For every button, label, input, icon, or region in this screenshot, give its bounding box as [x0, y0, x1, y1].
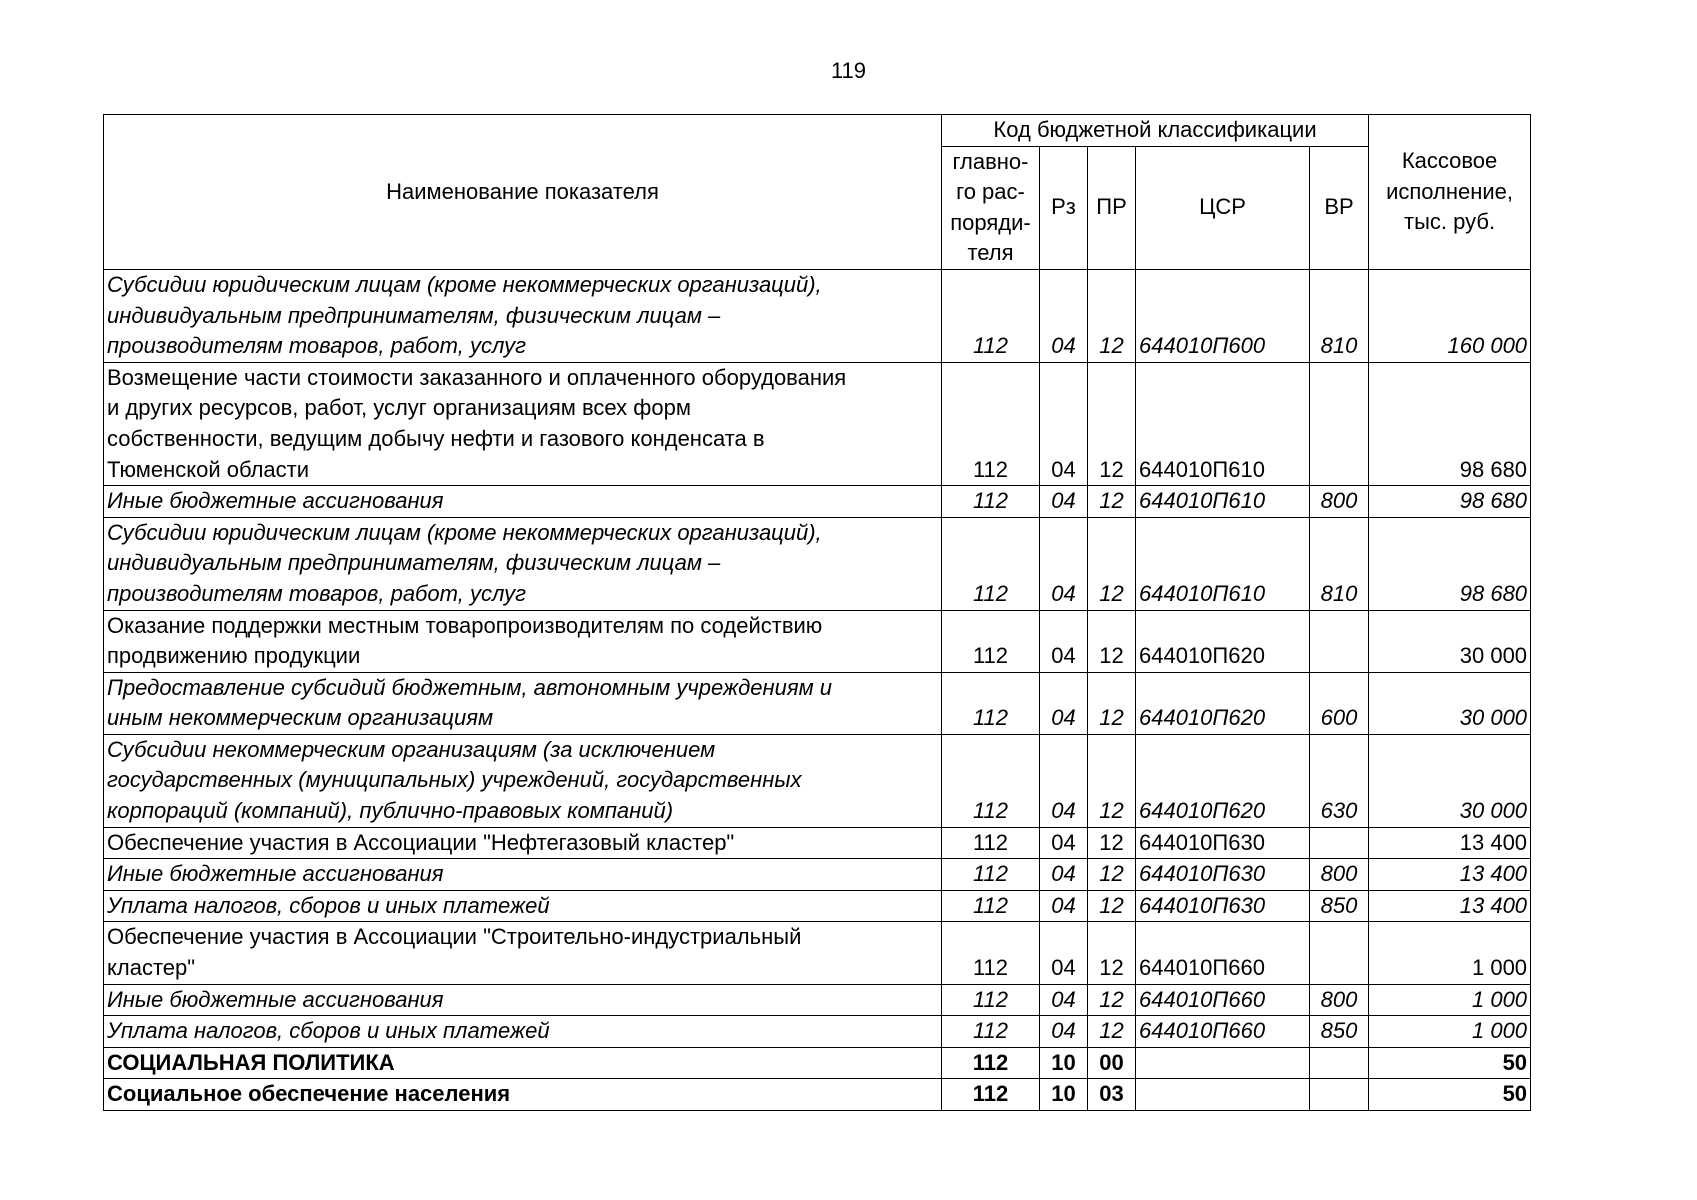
row-pr: 12 — [1088, 827, 1136, 859]
row-name — [104, 922, 942, 984]
row-csr: 644010П620 — [1136, 734, 1310, 827]
row-vr: 810 — [1310, 517, 1369, 610]
row-csr: 644010П620 — [1136, 672, 1310, 734]
row-rz: 04 — [1040, 517, 1088, 610]
row-name — [104, 827, 942, 859]
row-csr: 644010П610 — [1136, 362, 1310, 485]
row-rz: 04 — [1040, 1016, 1088, 1048]
row-pr: 03 — [1088, 1079, 1136, 1111]
header-rz: Рз — [1040, 146, 1088, 269]
row-manager: 112 — [942, 672, 1040, 734]
row-name — [104, 859, 942, 891]
row-pr: 12 — [1088, 362, 1136, 485]
row-name — [104, 269, 942, 362]
row-name — [104, 984, 942, 1016]
row-name-line: собственности, ведущим добычу нефти и газового конденсата в — [107, 425, 765, 451]
row-name — [104, 672, 942, 734]
row-csr — [1136, 1079, 1310, 1111]
row-name — [104, 610, 942, 672]
row-vr — [1310, 1047, 1369, 1079]
row-name-line: Иные бюджетные ассигнования — [107, 861, 444, 887]
row-name-line: индивидуальным предпринимателям, физическим лицам – — [107, 302, 721, 328]
row-rz: 04 — [1040, 672, 1088, 734]
row-name-line: кластер" — [107, 955, 196, 981]
row-vr — [1310, 1079, 1369, 1111]
row-name — [104, 734, 942, 827]
table-header — [104, 115, 1531, 270]
row-amount: 1 000 — [1369, 922, 1531, 984]
row-name — [104, 517, 942, 610]
header-pr: ПР — [1088, 146, 1136, 269]
row-name — [104, 1079, 942, 1111]
row-amount: 13 400 — [1369, 827, 1531, 859]
row-rz: 04 — [1040, 984, 1088, 1016]
table-row — [104, 890, 1531, 922]
table-body — [104, 269, 1531, 1110]
row-name-line: корпораций (компаний), публично-правовых компаний) — [107, 798, 674, 824]
row-pr: 12 — [1088, 486, 1136, 518]
row-name-line: Субсидии некоммерческим организациям (за исключением — [107, 736, 716, 762]
header-csr: ЦСР — [1136, 146, 1310, 269]
row-manager: 112 — [942, 1016, 1040, 1048]
row-amount: 50 — [1369, 1047, 1531, 1079]
row-manager: 112 — [942, 486, 1040, 518]
row-name-line: Субсидии юридическим лицам (кроме некоммерческих организаций), — [107, 519, 822, 545]
row-rz: 04 — [1040, 269, 1088, 362]
row-name-line: Уплата налогов, сборов и иных платежей — [107, 1018, 550, 1044]
row-csr: 644010П630 — [1136, 859, 1310, 891]
row-name — [104, 1016, 942, 1048]
table-row — [104, 734, 1531, 827]
row-manager: 112 — [942, 984, 1040, 1016]
row-amount: 98 680 — [1369, 517, 1531, 610]
row-amount: 98 680 — [1369, 362, 1531, 485]
header-execution — [1369, 115, 1531, 270]
row-csr: 644010П600 — [1136, 269, 1310, 362]
row-pr: 12 — [1088, 890, 1136, 922]
row-pr: 12 — [1088, 672, 1136, 734]
row-rz: 04 — [1040, 486, 1088, 518]
row-name-line: и других ресурсов, работ, услуг организациям всех форм — [107, 395, 691, 421]
row-manager: 112 — [942, 827, 1040, 859]
row-name-line: иным некоммерческим организациям — [107, 705, 494, 731]
row-vr — [1310, 610, 1369, 672]
table-row — [104, 486, 1531, 518]
row-name-line: Обеспечение участия в Ассоциации "Строительно-индустриальный — [107, 924, 802, 950]
row-pr: 12 — [1088, 984, 1136, 1016]
row-manager: 112 — [942, 890, 1040, 922]
row-csr: 644010П660 — [1136, 922, 1310, 984]
table-row — [104, 827, 1531, 859]
table-row — [104, 269, 1531, 362]
row-pr: 12 — [1088, 517, 1136, 610]
row-rz: 04 — [1040, 610, 1088, 672]
table-row — [104, 1047, 1531, 1079]
header-manager — [942, 146, 1040, 269]
row-name — [104, 890, 942, 922]
row-name — [104, 362, 942, 485]
row-rz: 10 — [1040, 1047, 1088, 1079]
row-csr: 644010П610 — [1136, 517, 1310, 610]
row-name-line: Тюменской области — [107, 456, 310, 482]
row-rz: 04 — [1040, 827, 1088, 859]
header-code-group: Код бюджетной классификации — [942, 115, 1369, 147]
row-rz: 04 — [1040, 362, 1088, 485]
row-name-line: Иные бюджетные ассигнования — [107, 986, 444, 1012]
row-pr: 12 — [1088, 269, 1136, 362]
row-csr: 644010П660 — [1136, 1016, 1310, 1048]
row-csr: 644010П630 — [1136, 827, 1310, 859]
row-name-line: индивидуальным предпринимателям, физическим лицам – — [107, 550, 721, 576]
row-amount: 50 — [1369, 1079, 1531, 1111]
table-row — [104, 362, 1531, 485]
row-name — [104, 1047, 942, 1079]
row-amount: 30 000 — [1369, 672, 1531, 734]
row-name-line: Социальное обеспечение населения — [107, 1081, 511, 1107]
row-manager: 112 — [942, 610, 1040, 672]
row-vr: 810 — [1310, 269, 1369, 362]
table-row — [104, 672, 1531, 734]
row-manager: 112 — [942, 362, 1040, 485]
row-name-line: продвижению продукции — [107, 643, 361, 669]
row-csr: 644010П660 — [1136, 984, 1310, 1016]
row-pr: 12 — [1088, 610, 1136, 672]
row-manager: 112 — [942, 922, 1040, 984]
header-manager-line: главно- — [952, 148, 1029, 174]
row-pr: 00 — [1088, 1047, 1136, 1079]
row-csr — [1136, 1047, 1310, 1079]
row-rz: 10 — [1040, 1079, 1088, 1111]
row-amount: 160 000 — [1369, 269, 1531, 362]
table-row — [104, 517, 1531, 610]
row-name-line: Возмещение части стоимости заказанного и оплаченного оборудования — [107, 364, 847, 390]
table-row — [104, 1079, 1531, 1111]
table-row — [104, 859, 1531, 891]
row-vr: 800 — [1310, 984, 1369, 1016]
row-vr: 630 — [1310, 734, 1369, 827]
row-amount: 1 000 — [1369, 1016, 1531, 1048]
row-name-line: Уплата налогов, сборов и иных платежей — [107, 892, 550, 918]
table-row — [104, 610, 1531, 672]
row-name-line: Обеспечение участия в Ассоциации "Нефтегазовый кластер" — [107, 829, 735, 855]
table-row — [104, 984, 1531, 1016]
row-csr: 644010П630 — [1136, 890, 1310, 922]
row-rz: 04 — [1040, 922, 1088, 984]
row-amount: 1 000 — [1369, 984, 1531, 1016]
row-name-line: государственных (муниципальных) учреждений, государственных — [107, 767, 802, 793]
table-row — [104, 1016, 1531, 1048]
row-pr: 12 — [1088, 1016, 1136, 1048]
header-manager-line: го рас- — [956, 179, 1025, 205]
row-rz: 04 — [1040, 734, 1088, 827]
row-manager: 112 — [942, 1047, 1040, 1079]
row-manager: 112 — [942, 517, 1040, 610]
header-vr: ВР — [1310, 146, 1369, 269]
header-execution-line: исполнение, — [1386, 178, 1514, 204]
row-vr — [1310, 362, 1369, 485]
row-name-line: производителям товаров, работ, услуг — [107, 333, 526, 359]
header-manager-line: поряди- — [950, 209, 1031, 235]
header-execution-line: тыс. руб. — [1404, 209, 1496, 235]
row-rz: 04 — [1040, 859, 1088, 891]
row-name-line: Оказание поддержки местным товаропроизводителям по содействию — [107, 612, 823, 638]
page-number: 119 — [830, 58, 867, 83]
row-name — [104, 486, 942, 518]
row-pr: 12 — [1088, 734, 1136, 827]
row-amount: 30 000 — [1369, 734, 1531, 827]
row-amount: 13 400 — [1369, 859, 1531, 891]
row-csr: 644010П620 — [1136, 610, 1310, 672]
budget-table — [103, 114, 1531, 1111]
row-name-line: СОЦИАЛЬНАЯ ПОЛИТИКА — [107, 1049, 395, 1075]
row-amount: 30 000 — [1369, 610, 1531, 672]
row-pr: 12 — [1088, 922, 1136, 984]
row-name-line: Субсидии юридическим лицам (кроме некоммерческих организаций), — [107, 271, 822, 297]
row-rz: 04 — [1040, 890, 1088, 922]
row-vr: 850 — [1310, 1016, 1369, 1048]
row-manager: 112 — [942, 859, 1040, 891]
row-manager: 112 — [942, 1079, 1040, 1111]
row-pr: 12 — [1088, 859, 1136, 891]
row-csr: 644010П610 — [1136, 486, 1310, 518]
header-name: Наименование показателя — [104, 115, 942, 270]
header-execution-line: Кассовое — [1401, 148, 1498, 174]
row-vr: 600 — [1310, 672, 1369, 734]
row-name-line: производителям товаров, работ, услуг — [107, 580, 526, 606]
row-vr — [1310, 922, 1369, 984]
row-manager: 112 — [942, 734, 1040, 827]
row-vr — [1310, 827, 1369, 859]
row-vr: 850 — [1310, 890, 1369, 922]
header-manager-line: теля — [967, 240, 1014, 266]
row-amount: 13 400 — [1369, 890, 1531, 922]
row-name-line: Иные бюджетные ассигнования — [107, 488, 444, 514]
row-manager: 112 — [942, 269, 1040, 362]
row-name-line: Предоставление субсидий бюджетным, автономным учреждениям и — [107, 674, 833, 700]
row-vr: 800 — [1310, 859, 1369, 891]
table-row — [104, 922, 1531, 984]
row-vr: 800 — [1310, 486, 1369, 518]
row-amount: 98 680 — [1369, 486, 1531, 518]
